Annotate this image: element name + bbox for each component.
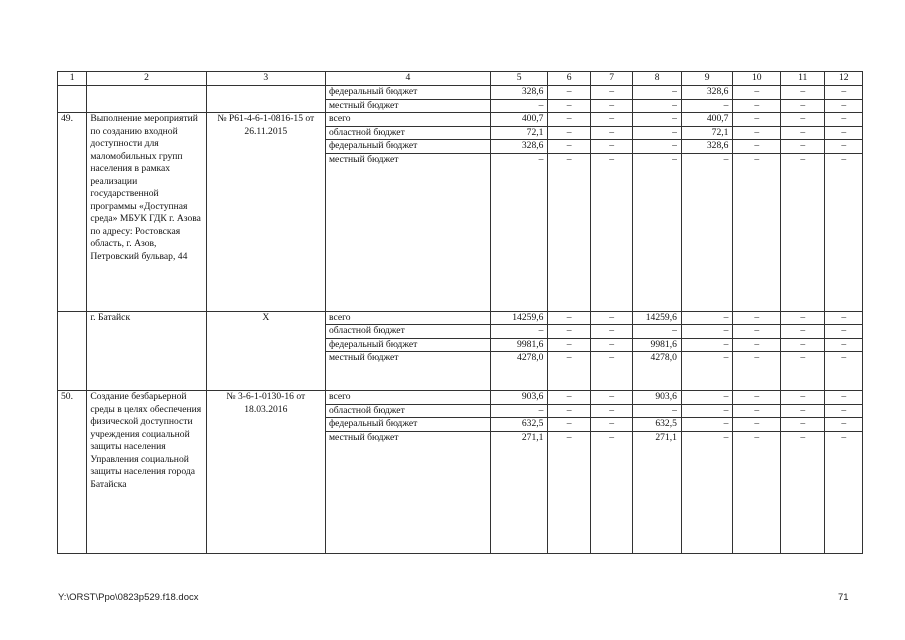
value-cell: – xyxy=(825,311,863,325)
header-cell: 1 xyxy=(58,72,87,86)
value-cell: – xyxy=(548,431,590,553)
value-cell: – xyxy=(590,352,632,391)
value-cell: – xyxy=(781,311,825,325)
value-cell: 9981,6 xyxy=(490,338,548,352)
value-cell: – xyxy=(733,153,781,311)
value-cell: – xyxy=(590,325,632,339)
value-cell: 72,1 xyxy=(681,126,733,140)
table-row xyxy=(58,86,863,100)
item-number: 49. xyxy=(58,113,87,312)
value-cell: – xyxy=(825,391,863,405)
value-cell: – xyxy=(825,338,863,352)
district-document: Х xyxy=(206,311,325,391)
footer-file-path: Y:\ORST\Ppo\0823p529.f18.docx xyxy=(58,592,199,603)
value-cell: 271,1 xyxy=(633,431,682,553)
value-cell: – xyxy=(548,352,590,391)
value-cell: – xyxy=(490,99,548,113)
item-number: 50. xyxy=(58,391,87,554)
value-cell: – xyxy=(548,140,590,154)
value-cell: 328,6 xyxy=(490,140,548,154)
value-cell: – xyxy=(548,325,590,339)
value-cell: – xyxy=(590,404,632,418)
value-cell: – xyxy=(825,126,863,140)
budget-table-body xyxy=(58,72,863,554)
value-cell: – xyxy=(825,86,863,100)
value-cell: – xyxy=(733,99,781,113)
value-cell: – xyxy=(733,140,781,154)
value-cell: – xyxy=(733,431,781,553)
value-cell: – xyxy=(733,418,781,432)
value-cell: – xyxy=(733,311,781,325)
value-cell: – xyxy=(548,99,590,113)
value-cell: – xyxy=(733,338,781,352)
value-cell: – xyxy=(548,338,590,352)
budget-source-label: федеральный бюджет xyxy=(325,338,490,352)
value-cell: – xyxy=(590,140,632,154)
value-cell: – xyxy=(633,126,682,140)
header-cell: 4 xyxy=(325,72,490,86)
value-cell: – xyxy=(633,86,682,100)
value-cell: – xyxy=(590,338,632,352)
value-cell: – xyxy=(490,404,548,418)
table-row xyxy=(58,311,863,325)
value-cell: – xyxy=(681,311,733,325)
item-document: № Р61-4-6-1-0816-15 от 26.11.2015 xyxy=(206,113,325,312)
budget-source-label: областной бюджет xyxy=(325,325,490,339)
budget-source-label: областной бюджет xyxy=(325,404,490,418)
header-cell: 5 xyxy=(490,72,548,86)
value-cell: – xyxy=(590,113,632,127)
value-cell: 328,6 xyxy=(490,86,548,100)
budget-source-label: местный бюджет xyxy=(325,431,490,553)
value-cell: – xyxy=(633,404,682,418)
value-cell: – xyxy=(825,99,863,113)
value-cell: – xyxy=(781,391,825,405)
value-cell: – xyxy=(733,113,781,127)
value-cell: 328,6 xyxy=(681,86,733,100)
value-cell: – xyxy=(825,418,863,432)
value-cell: – xyxy=(733,86,781,100)
value-cell: – xyxy=(681,338,733,352)
value-cell: – xyxy=(633,113,682,127)
value-cell: – xyxy=(825,113,863,127)
value-cell: – xyxy=(548,126,590,140)
value-cell: – xyxy=(490,153,548,311)
value-cell: – xyxy=(781,153,825,311)
budget-source-label: местный бюджет xyxy=(325,352,490,391)
value-cell: – xyxy=(681,153,733,311)
value-cell: – xyxy=(548,391,590,405)
value-cell: – xyxy=(681,99,733,113)
value-cell: 328,6 xyxy=(681,140,733,154)
value-cell: – xyxy=(733,126,781,140)
value-cell: – xyxy=(781,431,825,553)
budget-table xyxy=(57,71,863,554)
value-cell: – xyxy=(681,404,733,418)
budget-source-label: всего xyxy=(325,311,490,325)
value-cell: 632,5 xyxy=(633,418,682,432)
value-cell: – xyxy=(781,113,825,127)
value-cell: – xyxy=(548,418,590,432)
value-cell: – xyxy=(825,153,863,311)
budget-source-label: всего xyxy=(325,391,490,405)
doc-cell-empty xyxy=(206,86,325,113)
value-cell: – xyxy=(590,153,632,311)
value-cell: 271,1 xyxy=(490,431,548,553)
value-cell: – xyxy=(825,431,863,553)
value-cell: – xyxy=(681,418,733,432)
value-cell: 903,6 xyxy=(490,391,548,405)
value-cell: – xyxy=(781,86,825,100)
num-cell-empty xyxy=(58,311,87,391)
value-cell: 4278,0 xyxy=(490,352,548,391)
num-cell-empty xyxy=(58,86,87,113)
value-cell: – xyxy=(781,325,825,339)
value-cell: – xyxy=(548,86,590,100)
value-cell: 400,7 xyxy=(681,113,733,127)
value-cell: 4278,0 xyxy=(633,352,682,391)
value-cell: 14259,6 xyxy=(490,311,548,325)
value-cell: – xyxy=(590,391,632,405)
value-cell: – xyxy=(590,431,632,553)
budget-source-label: областной бюджет xyxy=(325,126,490,140)
name-cell-empty xyxy=(87,86,206,113)
value-cell: – xyxy=(490,325,548,339)
value-cell: 9981,6 xyxy=(633,338,682,352)
item-name: Выполнение мероприятий по созданию входной доступности для маломобильных групп населения в рамках реализации государственной программы «Доступная среда» МБУК ГДК г. Азова по адресу: Ростовская область, г. Азов, Петровский бульвар, 44 xyxy=(87,113,206,312)
value-cell: – xyxy=(825,404,863,418)
value-cell: – xyxy=(681,431,733,553)
value-cell: – xyxy=(681,325,733,339)
value-cell: – xyxy=(781,126,825,140)
value-cell: – xyxy=(781,99,825,113)
header-row xyxy=(58,72,863,86)
header-cell: 11 xyxy=(781,72,825,86)
value-cell: – xyxy=(781,352,825,391)
value-cell: – xyxy=(548,113,590,127)
value-cell: – xyxy=(825,325,863,339)
item-document: № 3-6-1-0130-16 от 18.03.2016 xyxy=(206,391,325,554)
value-cell: – xyxy=(681,391,733,405)
header-cell: 9 xyxy=(681,72,733,86)
value-cell: – xyxy=(548,404,590,418)
value-cell: – xyxy=(781,140,825,154)
value-cell: – xyxy=(733,404,781,418)
value-cell: – xyxy=(590,99,632,113)
budget-source-label: местный бюджет xyxy=(325,99,490,113)
value-cell: – xyxy=(633,153,682,311)
header-cell: 8 xyxy=(633,72,682,86)
value-cell: – xyxy=(548,153,590,311)
value-cell: 400,7 xyxy=(490,113,548,127)
value-cell: – xyxy=(733,325,781,339)
header-cell: 2 xyxy=(87,72,206,86)
value-cell: 903,6 xyxy=(633,391,682,405)
budget-source-label: местный бюджет xyxy=(325,153,490,311)
value-cell: 14259,6 xyxy=(633,311,682,325)
value-cell: – xyxy=(590,311,632,325)
header-cell: 7 xyxy=(590,72,632,86)
value-cell: – xyxy=(590,86,632,100)
value-cell: – xyxy=(781,338,825,352)
budget-source-label: федеральный бюджет xyxy=(325,418,490,432)
value-cell: – xyxy=(681,352,733,391)
page-number: 71 xyxy=(838,592,849,603)
value-cell: – xyxy=(590,126,632,140)
value-cell: – xyxy=(733,391,781,405)
value-cell: 632,5 xyxy=(490,418,548,432)
table-row xyxy=(58,113,863,127)
value-cell: – xyxy=(548,311,590,325)
budget-source-label: федеральный бюджет xyxy=(325,86,490,100)
table-row xyxy=(58,391,863,405)
value-cell: – xyxy=(633,325,682,339)
value-cell: – xyxy=(781,404,825,418)
header-cell: 10 xyxy=(733,72,781,86)
value-cell: – xyxy=(733,352,781,391)
value-cell: – xyxy=(633,99,682,113)
value-cell: – xyxy=(825,140,863,154)
budget-source-label: всего xyxy=(325,113,490,127)
district-name: г. Батайск xyxy=(87,311,206,391)
budget-source-label: федеральный бюджет xyxy=(325,140,490,154)
header-cell: 3 xyxy=(206,72,325,86)
value-cell: – xyxy=(825,352,863,391)
value-cell: – xyxy=(781,418,825,432)
header-cell: 12 xyxy=(825,72,863,86)
value-cell: 72,1 xyxy=(490,126,548,140)
value-cell: – xyxy=(633,140,682,154)
value-cell: – xyxy=(590,418,632,432)
header-cell: 6 xyxy=(548,72,590,86)
item-name: Создание безбарьерной среды в целях обеспечения физической доступности учреждения социальной защиты населения Управления социальной защиты населения города Батайска xyxy=(87,391,206,554)
